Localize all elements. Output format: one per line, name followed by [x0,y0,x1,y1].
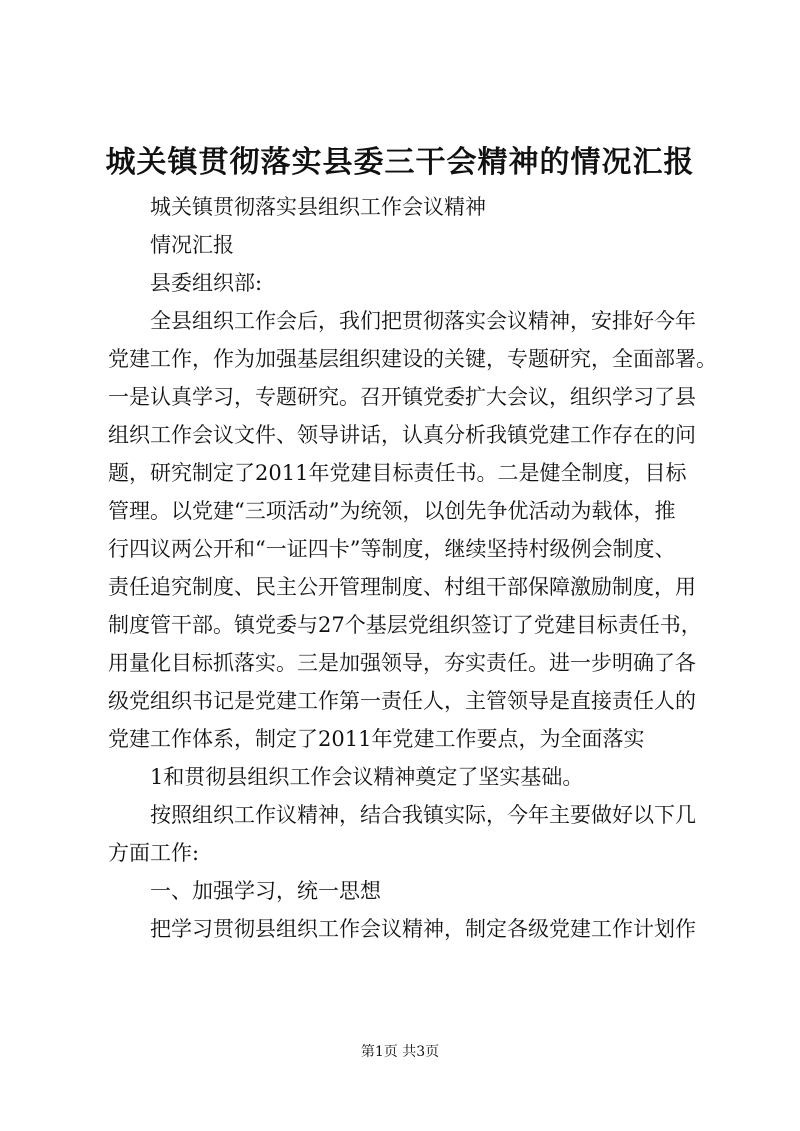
body-text-line: 管理。以党建“三项活动”为统领，以创先争优活动为载体，推 [108,499,676,523]
document-body [108,188,717,948]
body-text-line: 责任追究制度、民主公开管理制度、村组干部保障激励制度，用 [108,575,696,599]
body-text-line: 一、加强学习，统一思想 [150,879,381,903]
body-text-line: 情况汇报 [150,233,234,257]
page-number-footer: 第1页 共3页 [360,1044,440,1060]
document-title: 城关镇贯彻落实县委三干会精神的情况汇报 [105,145,695,180]
body-text-line: 方面工作: [108,841,200,865]
body-text-line: 题，研究制定了2011年党建目标责任书。二是健全制度，目标 [108,461,687,485]
body-text-line: 级党组织书记是党建工作第一责任人，主管领导是直接责任人的 [108,689,696,713]
body-text-line: 用量化目标抓落实。三是加强领导，夯实责任。进一步明确了各 [108,651,696,675]
body-text-line: 县委组织部: [150,271,263,295]
body-text-line: 城关镇贯彻落实县组织工作会议精神 [150,195,486,219]
body-text-line: 组织工作会议文件、领导讲话，认真分析我镇党建工作存在的问 [108,423,696,447]
body-text-line: 按照组织工作议精神，结合我镇实际，今年主要做好以下几 [150,803,696,827]
body-text-line: 全县组织工作会后，我们把贯彻落实会议精神，安排好今年 [150,309,696,333]
body-text-line: 制度管干部。镇党委与27个基层党组织签订了党建目标责任书， [108,613,702,637]
body-text-line: 党建工作体系，制定了2011年党建工作要点，为全面落实 [108,727,645,751]
body-text-line: 一是认真学习，专题研究。召开镇党委扩大会议，组织学习了县 [108,385,696,409]
body-text-line: 党建工作，作为加强基层组织建设的关键，专题研究，全面部署。 [108,347,717,371]
body-text-line: 把学习贯彻县组织工作会议精神，制定各级党建工作计划作 [150,917,696,941]
body-text-line: 行四议两公开和“一证四卡”等制度，继续坚持村级例会制度、 [108,537,676,561]
body-text-line: 1和贯彻县组织工作会议精神奠定了坚实基础。 [150,765,584,789]
